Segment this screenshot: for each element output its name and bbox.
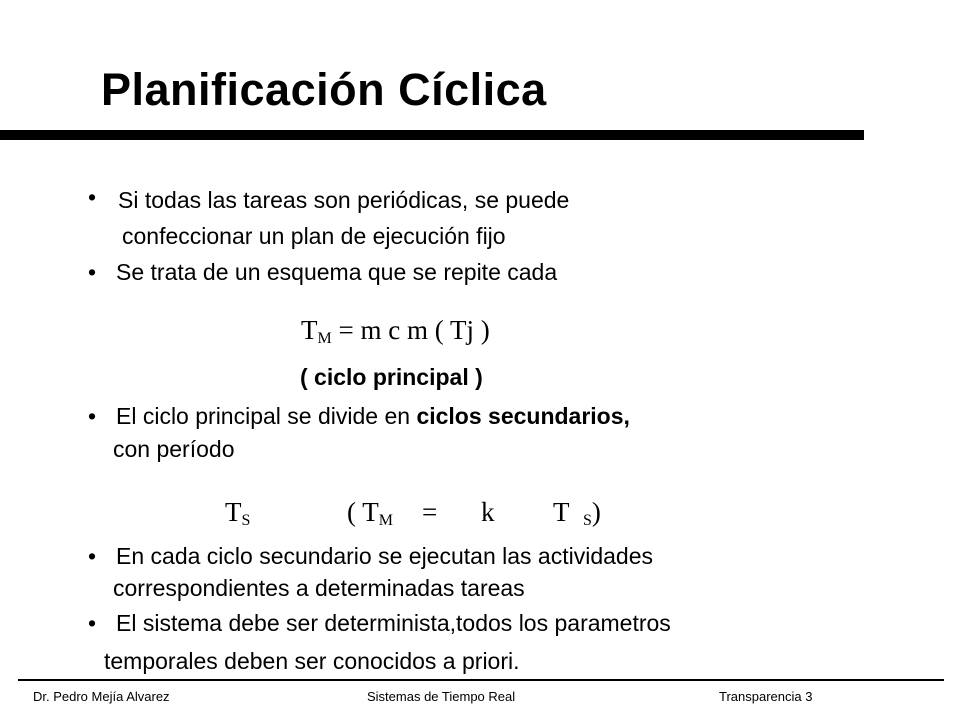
bullet-3-line-1	[116, 403, 630, 430]
bullet-2-text: Se trata de un esquema que se repite cada	[116, 259, 558, 285]
formula-2-close-paren: )	[591, 497, 601, 527]
bullet-4-dot: •	[88, 543, 97, 569]
slide-title: Planificación Cíclica	[101, 64, 547, 115]
footer-course: Sistemas de Tiempo Real	[367, 689, 516, 704]
formula-2-T-main: T	[225, 497, 242, 527]
bullet-2-dot: •	[88, 259, 97, 285]
formula-2-sub2: M	[378, 512, 393, 529]
title-underline	[0, 130, 864, 140]
ciclo-principal-label: ( ciclo principal )	[300, 364, 483, 390]
formula-2-open	[347, 497, 393, 528]
formula-2-k: k	[481, 497, 495, 527]
bullet-5-line-2: temporales deben ser conocidos a priori.	[104, 648, 520, 674]
formula-2-close	[583, 497, 601, 528]
bullet-3-text: El ciclo principal se divide en	[116, 403, 417, 429]
footer-rule	[18, 679, 944, 681]
bullet-4-line-1: En cada ciclo secundario se ejecutan las actividades	[116, 543, 653, 569]
formula-2-T2: T	[553, 497, 570, 527]
formula-1-T: T	[301, 315, 318, 345]
bullet-5-line-1: El sistema debe ser determinista,todos los parametros	[116, 610, 671, 636]
formula-2-open-text: ( T	[347, 497, 379, 527]
bullet-5-dot: •	[88, 610, 97, 636]
formula-2-equals: =	[422, 497, 438, 527]
bullet-1-line-1: Si todas las tareas son periódicas, se puede	[118, 187, 570, 213]
footer-slide-number: Transparencia 3	[719, 689, 813, 704]
bullet-3-bold-text: ciclos secundarios,	[416, 403, 630, 429]
bullet-1-line-2: confeccionar un plan de ejecución fijo	[122, 223, 506, 249]
bullet-4-line-2: correspondientes a determinadas tareas	[113, 575, 525, 601]
formula-2-T	[225, 497, 250, 528]
formula-2-sub3: S	[583, 512, 592, 529]
formula-1-rest: = m c m ( Tj )	[331, 315, 490, 345]
formula-major-cycle	[301, 315, 490, 346]
formula-1-sub: M	[317, 330, 332, 347]
bullet-3-line-2: con período	[113, 436, 235, 462]
formula-2-sub: S	[241, 512, 251, 529]
bullet-1-dot: •	[88, 184, 97, 210]
bullet-3-dot: •	[88, 403, 97, 429]
footer-author: Dr. Pedro Mejía Alvarez	[33, 689, 170, 704]
